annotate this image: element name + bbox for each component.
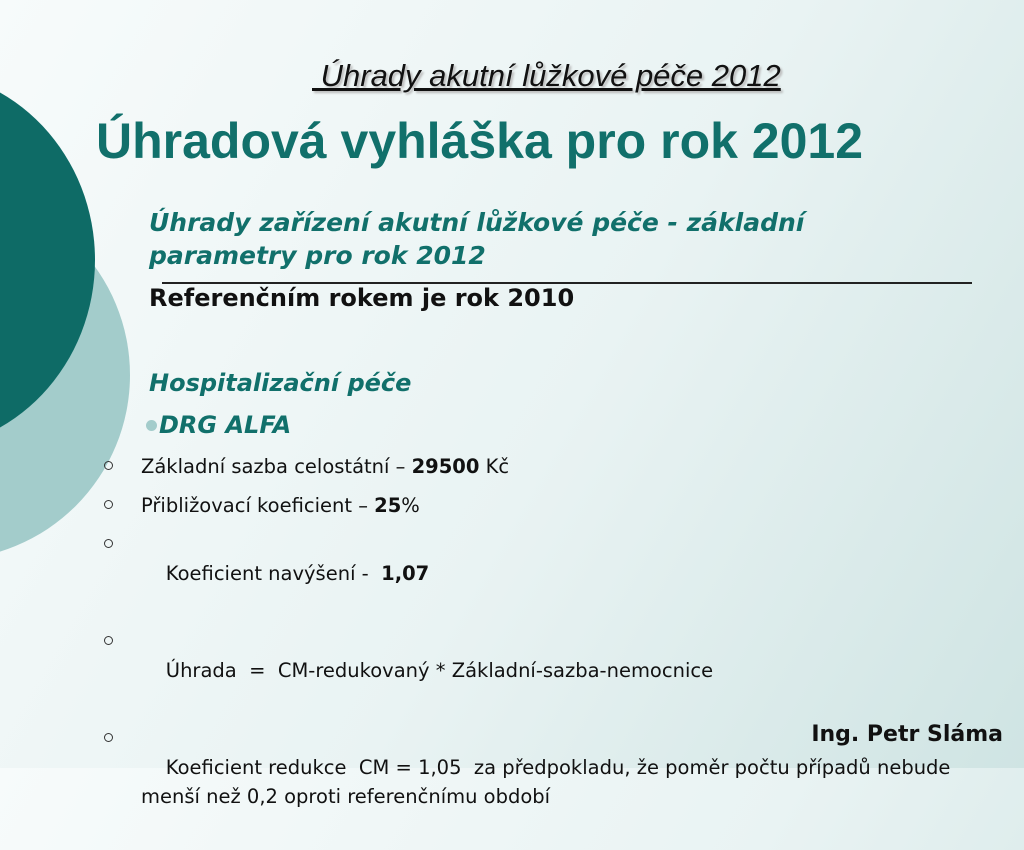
drg-label: DRG ALFA xyxy=(159,411,292,439)
list-item-payment-formula xyxy=(103,627,1003,714)
reference-year-text: Referenčním rokem je rok 2010 xyxy=(149,284,575,312)
approx-coef-value: 25 xyxy=(374,494,402,517)
drg-bullet xyxy=(146,411,291,439)
base-rate-suffix: Kč xyxy=(479,455,510,478)
payment-formula-text: Úhrada = CM-redukovaný * Základní-sazba-nemocnice xyxy=(165,659,714,682)
list-item-increase-coef xyxy=(103,530,1003,617)
approx-coef-text: Přibližovací koeficient – xyxy=(141,494,375,517)
approx-coef-suffix: % xyxy=(401,494,420,517)
bullet-ring-icon xyxy=(104,636,113,645)
bullet-dot-icon xyxy=(146,420,157,431)
bullet-ring-icon xyxy=(104,500,113,509)
base-rate-text: Základní sazba celostátní – xyxy=(141,455,412,478)
parameter-list xyxy=(103,452,1003,850)
list-item-approx-coef xyxy=(103,491,1003,520)
bullet-ring-icon xyxy=(104,461,113,470)
slide-title: Úhradová vyhláška pro rok 2012 xyxy=(96,113,864,169)
list-item-base-rate xyxy=(103,452,1003,481)
reduction-coef-text: Koeficient redukce CM = 1,05 za předpokladu, že poměr počtu případů nebude menší než 0,2 oproti referenčnímu období xyxy=(141,756,957,808)
increase-coef-text: Koeficient navýšení - xyxy=(165,562,382,585)
hospitalization-heading: Hospitalizační péče xyxy=(149,369,412,397)
author-name: Ing. Petr Sláma xyxy=(811,722,1003,747)
bullet-ring-icon xyxy=(104,539,113,548)
bullet-ring-icon xyxy=(104,733,113,742)
section-heading: Úhrady zařízení akutní lůžkové péče - základní parametry pro rok 2012 xyxy=(149,208,805,270)
increase-coef-value: 1,07 xyxy=(381,562,430,585)
base-rate-value: 29500 xyxy=(411,455,480,478)
slide-subtitle: Úhrady akutní lůžkové péče 2012 xyxy=(312,58,781,93)
